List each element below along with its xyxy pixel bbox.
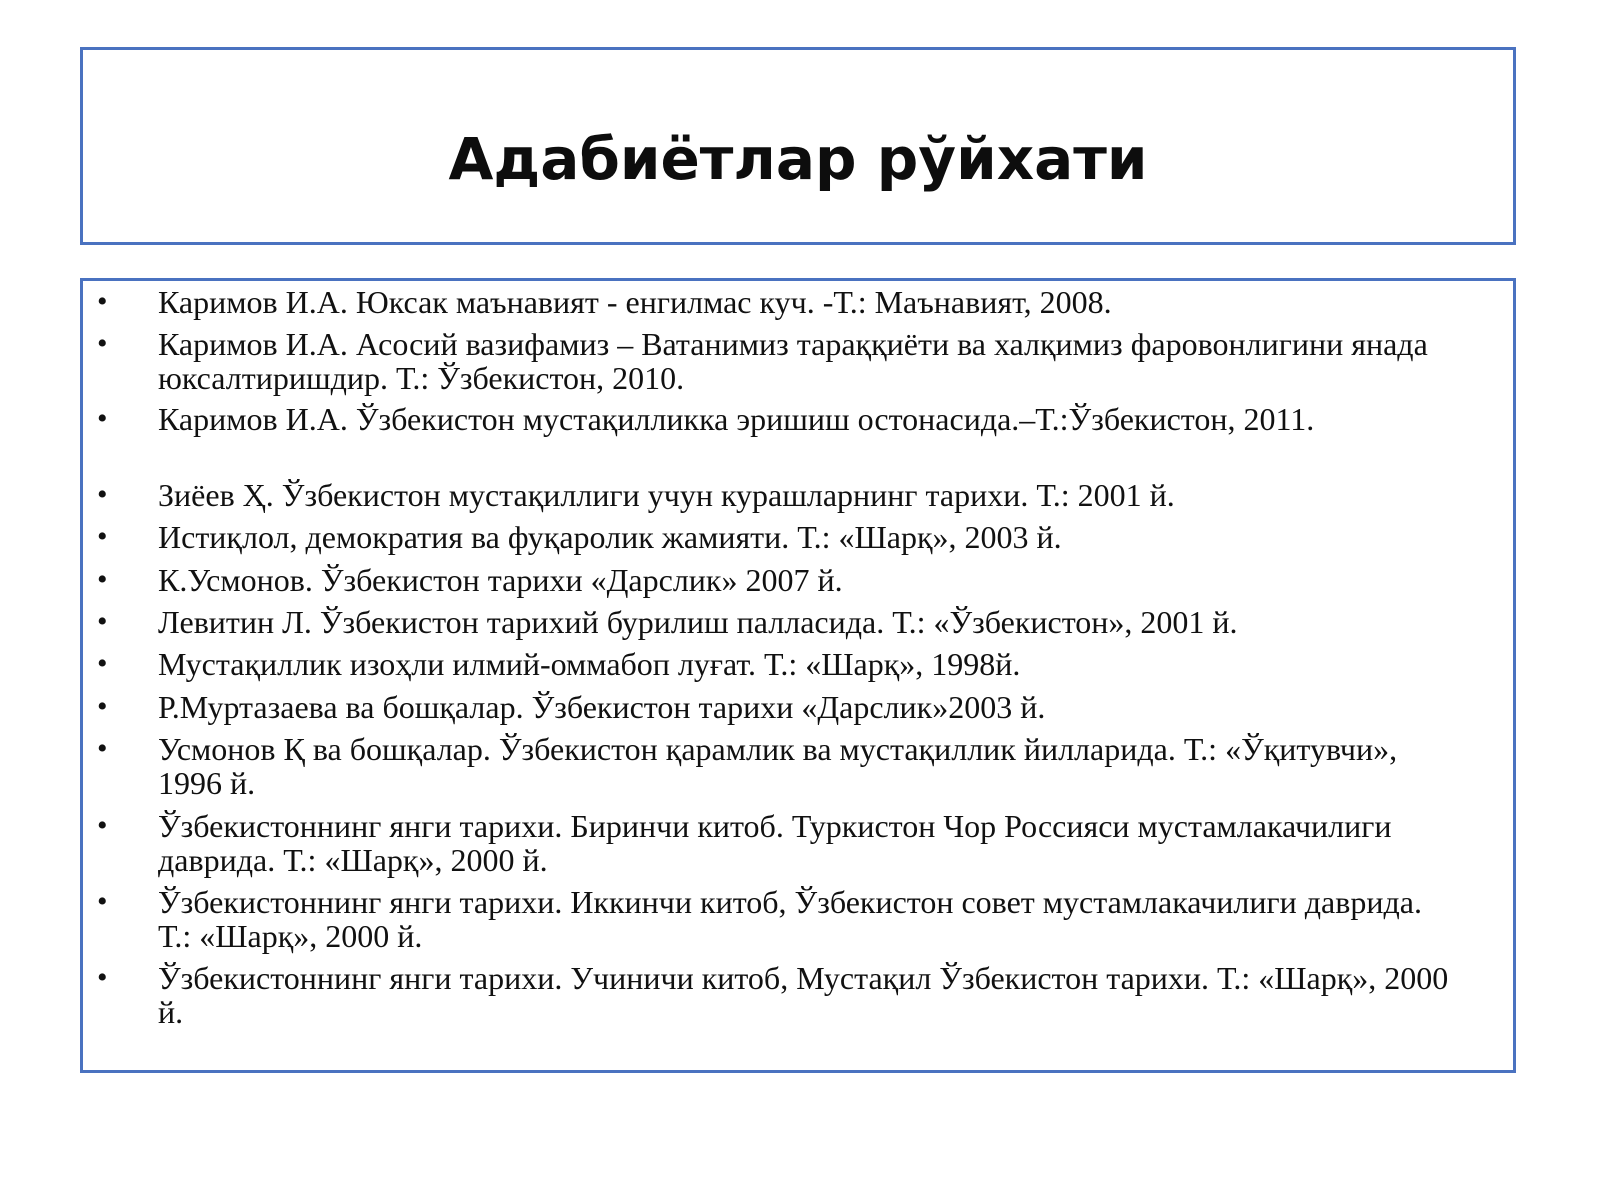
- reference-text: Каримов И.А. Юксак маънавият - енгилмас куч. -Т.: Маънавият, 2008.: [158, 284, 1112, 320]
- bullet-icon: •: [97, 647, 108, 680]
- bullet-icon: •: [97, 520, 108, 553]
- list-item: [83, 647, 1513, 681]
- bullet-icon: •: [97, 885, 108, 918]
- reference-text: Ўзбекистоннинг янги тарихи. Учиничи китоб, Мустақил Ўзбекистон тарихи. Т.: «Шарқ», 2000 й.: [158, 960, 1449, 1030]
- references-box: [80, 278, 1516, 1073]
- reference-text: Усмонов Қ ва бошқалар. Ўзбекистон қарамлик ва мустақиллик йилларида. Т.: «Ўқитувчи», 1996 й.: [158, 731, 1398, 801]
- list-item: [83, 563, 1513, 597]
- reference-text: Левитин Л. Ўзбекистон тарихий бурилиш палласида. Т.: «Ўзбекистон», 2001 й.: [158, 604, 1238, 640]
- list-item: [83, 285, 1513, 319]
- list-item: [83, 961, 1513, 1029]
- bullet-icon: •: [97, 690, 108, 723]
- reference-text: Мустақиллик изоҳли илмий-оммабоп луғат. Т.: «Шарқ», 1998й.: [158, 646, 1021, 682]
- title-box: [80, 47, 1516, 245]
- slide-title: Адабиётлар рўйхати: [448, 125, 1148, 193]
- list-item: [83, 605, 1513, 639]
- reference-text: Ўзбекистоннинг янги тарихи. Биринчи китоб. Туркистон Чор Россияси мустамлакачилиги даврида. Т.: «Шарқ», 2000 й.: [158, 808, 1392, 878]
- bullet-icon: •: [97, 285, 108, 318]
- reference-text: Р.Муртазаева ва бошқалар. Ўзбекистон тарихи «Дарслик»2003 й.: [158, 689, 1046, 725]
- list-item: [83, 690, 1513, 724]
- bullet-icon: •: [97, 327, 108, 360]
- reference-text: Зиёев Ҳ. Ўзбекистон мустақиллиги учун курашларнинг тарихи. Т.: 2001 й.: [158, 477, 1175, 513]
- reference-text: Ўзбекистоннинг янги тарихи. Иккинчи китоб, Ўзбекистон совет мустамлакачилиги даврида. Т.: «Шарқ», 2000 й.: [158, 884, 1422, 954]
- reference-text: Каримов И.А. Ўзбекистон мустақилликка эришиш остонасида.–Т.:Ўзбекистон, 2011.: [158, 401, 1315, 437]
- bullet-icon: •: [97, 478, 108, 511]
- list-item: [83, 402, 1513, 436]
- list-item: [83, 732, 1513, 800]
- bullet-icon: •: [97, 961, 108, 994]
- bullet-icon: •: [97, 732, 108, 765]
- list-item: [83, 327, 1513, 395]
- bullet-icon: •: [97, 402, 108, 435]
- bullet-icon: •: [97, 605, 108, 638]
- list-item: [83, 885, 1513, 953]
- reference-text: К.Усмонов. Ўзбекистон тарихи «Дарслик» 2007 й.: [158, 562, 843, 598]
- bullet-icon: •: [97, 809, 108, 842]
- list-item: [83, 478, 1513, 512]
- list-item: [83, 809, 1513, 877]
- bullet-icon: •: [97, 563, 108, 596]
- reference-text: Истиқлол, демократия ва фуқаролик жамияти. Т.: «Шарқ», 2003 й.: [158, 519, 1062, 555]
- reference-text: Каримов И.А. Асосий вазифамиз – Ватанимиз тараққиёти ва халқимиз фаровонлигини янада юксалтиришдир. Т.: Ўзбекистон, 2010.: [158, 326, 1428, 396]
- list-item: [83, 520, 1513, 554]
